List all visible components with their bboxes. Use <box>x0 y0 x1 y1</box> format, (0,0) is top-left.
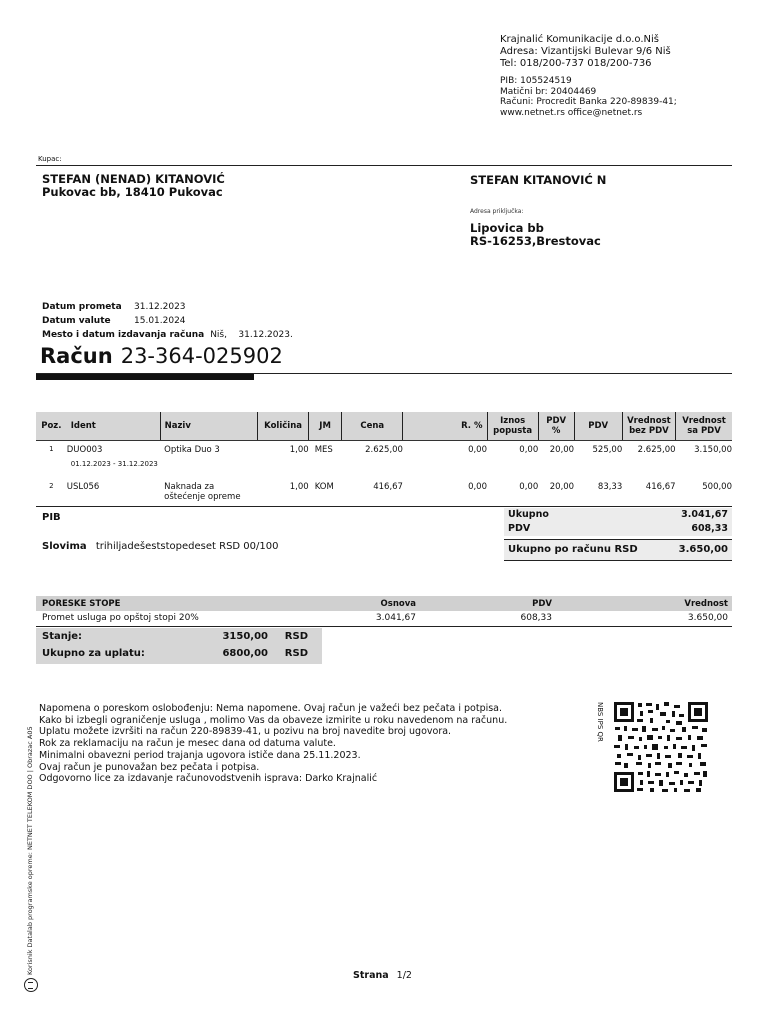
note-line: Odgovorno lice za izdavanje računovodstvenih isprava: Darko Krajnalić <box>39 773 378 785</box>
amount-in-words-label: Slovima <box>42 541 87 552</box>
balance-row <box>42 629 322 645</box>
date-due: 15.01.2024 <box>134 316 186 326</box>
recipient-name: STEFAN KITANOVIĆ N <box>470 173 607 187</box>
note-line: Rok za reklamaciju na račun je mesec dana od datuma valute. <box>39 738 336 750</box>
total-vat-label: PDV <box>508 523 531 534</box>
totals-box <box>504 506 732 561</box>
col-rabat: R. % <box>403 412 487 440</box>
page-indicator <box>353 970 412 981</box>
balance-value: 3150,00 <box>222 631 268 642</box>
tax-table <box>36 596 732 627</box>
pib-label: PIB <box>42 512 61 523</box>
note-line: Minimalni obavezni period trajanja ugovora ističe dana 25.11.2023. <box>39 749 361 761</box>
item-jm: KOM <box>314 482 334 492</box>
item-period: 01.12.2023 - 31.12.2023 <box>70 459 158 468</box>
notes <box>39 703 559 785</box>
amount-due-currency: RSD <box>284 648 308 659</box>
amount-due-label: Ukupno za uplatu: <box>42 648 145 659</box>
tax-header-row <box>36 596 732 611</box>
item-pdv-percent: 20,00 <box>549 444 575 455</box>
col-iznos-popusta <box>487 412 538 440</box>
col-vsa-line2: sa PDV <box>687 425 721 436</box>
item-ident-cell <box>67 440 160 478</box>
seller-accounts: Računi: Procredit Banka 220-89839-41; <box>500 97 677 107</box>
col-ident: Ident <box>67 412 160 440</box>
connection-address-line2: RS-16253,Brestovac <box>470 234 601 248</box>
amount-in-words-value: trihiljadešeststopedeset RSD 00/100 <box>95 541 279 552</box>
date-turnover-label: Datum prometa <box>42 302 122 312</box>
page-label: Strana <box>353 970 389 981</box>
tax-vat: 608,33 <box>420 611 556 626</box>
page-value: 1/2 <box>396 970 412 981</box>
amount-in-words <box>42 541 278 552</box>
item-rabat: 0,00 <box>468 444 487 455</box>
col-kolicina: Količina <box>257 412 308 440</box>
amount-due-row <box>42 646 322 662</box>
col-pdvp-line2: % <box>551 425 561 436</box>
item-vrednost-sa: 500,00 <box>702 482 732 492</box>
dates-block <box>42 300 293 342</box>
col-iznos-line2: popusta <box>493 425 533 436</box>
col-jm: JM <box>309 412 342 440</box>
item-jm: MES <box>314 444 333 455</box>
item-kolicina: 1,00 <box>289 482 309 492</box>
note-line: Napomena o poreskom oslobođenju: Nema napomene. Ovaj račun je važeći bez pečata i potpisa. <box>39 703 503 714</box>
buyer-label: Kupac: <box>38 155 62 163</box>
invoice-number: 23-364-025902 <box>120 344 283 368</box>
item-pdv-percent: 20,00 <box>549 482 575 492</box>
item-popust: 0,00 <box>519 444 539 455</box>
divider <box>36 165 732 166</box>
items-header-row <box>36 412 732 440</box>
invoice-total: 3.650,00 <box>678 544 728 555</box>
buyer-address: Pukovac bb, 18410 Pukovac <box>42 185 223 199</box>
total-vat-row <box>504 522 732 536</box>
qr-code-icon <box>612 700 710 794</box>
software-user-label: Korisnik Datalab programske opreme: NETNET TELEKOM DOO | Obrazac A05 <box>26 726 34 975</box>
invoice-total-label: Ukupno po računu RSD <box>508 544 638 555</box>
issue-place-label: Mesto i datum izdavanja računa <box>42 330 205 340</box>
item-naziv: Naknada za oštećenje opreme <box>164 482 241 502</box>
title-bar <box>36 374 254 380</box>
seller-mb: Matični br: 20404469 <box>500 86 597 97</box>
col-naziv: Naziv <box>160 412 257 440</box>
balance-currency: RSD <box>284 631 308 642</box>
items-table <box>36 412 732 516</box>
total-net-row <box>504 508 732 522</box>
connection-address-label: Adresa priključka: <box>470 208 524 215</box>
invoice-total-row <box>504 540 732 560</box>
balance-box <box>36 628 322 664</box>
connection-address <box>470 222 601 248</box>
date-due-label: Datum valute <box>42 316 111 326</box>
seller-info <box>500 34 750 118</box>
col-pdvp-line1: PDV <box>546 415 567 426</box>
item-cena: 2.625,00 <box>365 444 403 455</box>
seller-name: Krajnalić Komunikacije d.o.o.Niš <box>500 34 660 45</box>
qr-label: NBS IPS QR <box>596 702 604 742</box>
table-row <box>36 440 732 478</box>
seller-web: www.netnet.rs office@netnet.rs <box>500 107 643 118</box>
datalab-logo-icon <box>24 978 38 992</box>
col-vrednost-bez <box>622 412 675 440</box>
note-line: Ovaj račun je punovažan bez pečata i potpisa. <box>39 761 260 773</box>
table-row <box>36 611 732 626</box>
buyer-block <box>42 173 225 199</box>
item-rabat: 0,00 <box>468 482 487 492</box>
item-cena: 416,67 <box>373 482 403 492</box>
seller-address: Adresa: Vizantijski Bulevar 9/6 Niš <box>500 46 671 57</box>
item-vrednost-bez: 2.625,00 <box>637 444 676 455</box>
buyer-name: STEFAN (NENAD) KITANOVIĆ <box>42 172 225 186</box>
col-vbez-line1: Vrednost <box>627 415 671 426</box>
note-line: Kako bi izbegli ograničenje usluga , molimo Vas da obaveze izmirite u roku navedenom na računu. <box>39 714 508 726</box>
seller-phone: Tel: 018/200-737 018/200-736 <box>500 58 652 69</box>
tax-rate-label: Promet usluga po opštoj stopi 20% <box>36 611 296 626</box>
connection-address-line1: Lipovica bb <box>470 221 544 235</box>
col-cena: Cena <box>341 412 402 440</box>
issue-place: Niš, 31.12.2023. <box>210 330 293 340</box>
amount-due-value: 6800,00 <box>222 648 268 659</box>
tax-col-base: Osnova <box>296 596 420 611</box>
total-vat: 608,33 <box>691 523 728 534</box>
date-turnover: 31.12.2023 <box>134 302 186 312</box>
item-vrednost-bez: 416,67 <box>645 482 676 492</box>
note-line: Uplatu možete izvršiti na račun 220-89839-41, u pozivu na broj navedite broj ugovora. <box>39 726 452 738</box>
invoice-label: Račun <box>40 344 113 368</box>
col-iznos-line1: Iznos <box>500 415 526 426</box>
col-vsa-line1: Vrednost <box>682 415 726 426</box>
tax-value: 3.650,00 <box>556 611 732 626</box>
balance-label: Stanje: <box>42 631 83 642</box>
tax-col-rates: PORESKE STOPE <box>36 596 296 611</box>
tax-col-value: Vrednost <box>556 596 732 611</box>
total-net: 3.041,67 <box>681 509 728 520</box>
tax-base: 3.041,67 <box>296 611 420 626</box>
item-pdv: 83,33 <box>597 482 623 492</box>
divider <box>36 373 732 374</box>
col-vrednost-sa <box>676 412 732 440</box>
col-pdv-percent <box>538 412 574 440</box>
item-poz: 2 <box>49 482 54 490</box>
item-pdv: 525,00 <box>592 444 623 455</box>
item-ident: DUO003 <box>66 444 103 455</box>
col-vbez-line2: bez PDV <box>629 425 669 436</box>
seller-pib: PIB: 105524519 <box>500 76 572 86</box>
item-poz: 1 <box>49 444 54 453</box>
invoice-title <box>40 343 283 369</box>
item-vrednost-sa: 3.150,00 <box>694 444 732 455</box>
item-popust: 0,00 <box>519 482 539 492</box>
col-poz: Poz. <box>36 412 67 440</box>
item-ident: USL056 <box>66 482 100 492</box>
item-kolicina: 1,00 <box>289 444 309 455</box>
tax-col-vat: PDV <box>420 596 556 611</box>
total-net-label: Ukupno <box>508 509 549 520</box>
item-naziv: Optika Duo 3 <box>164 444 220 455</box>
col-pdv: PDV <box>574 412 622 440</box>
